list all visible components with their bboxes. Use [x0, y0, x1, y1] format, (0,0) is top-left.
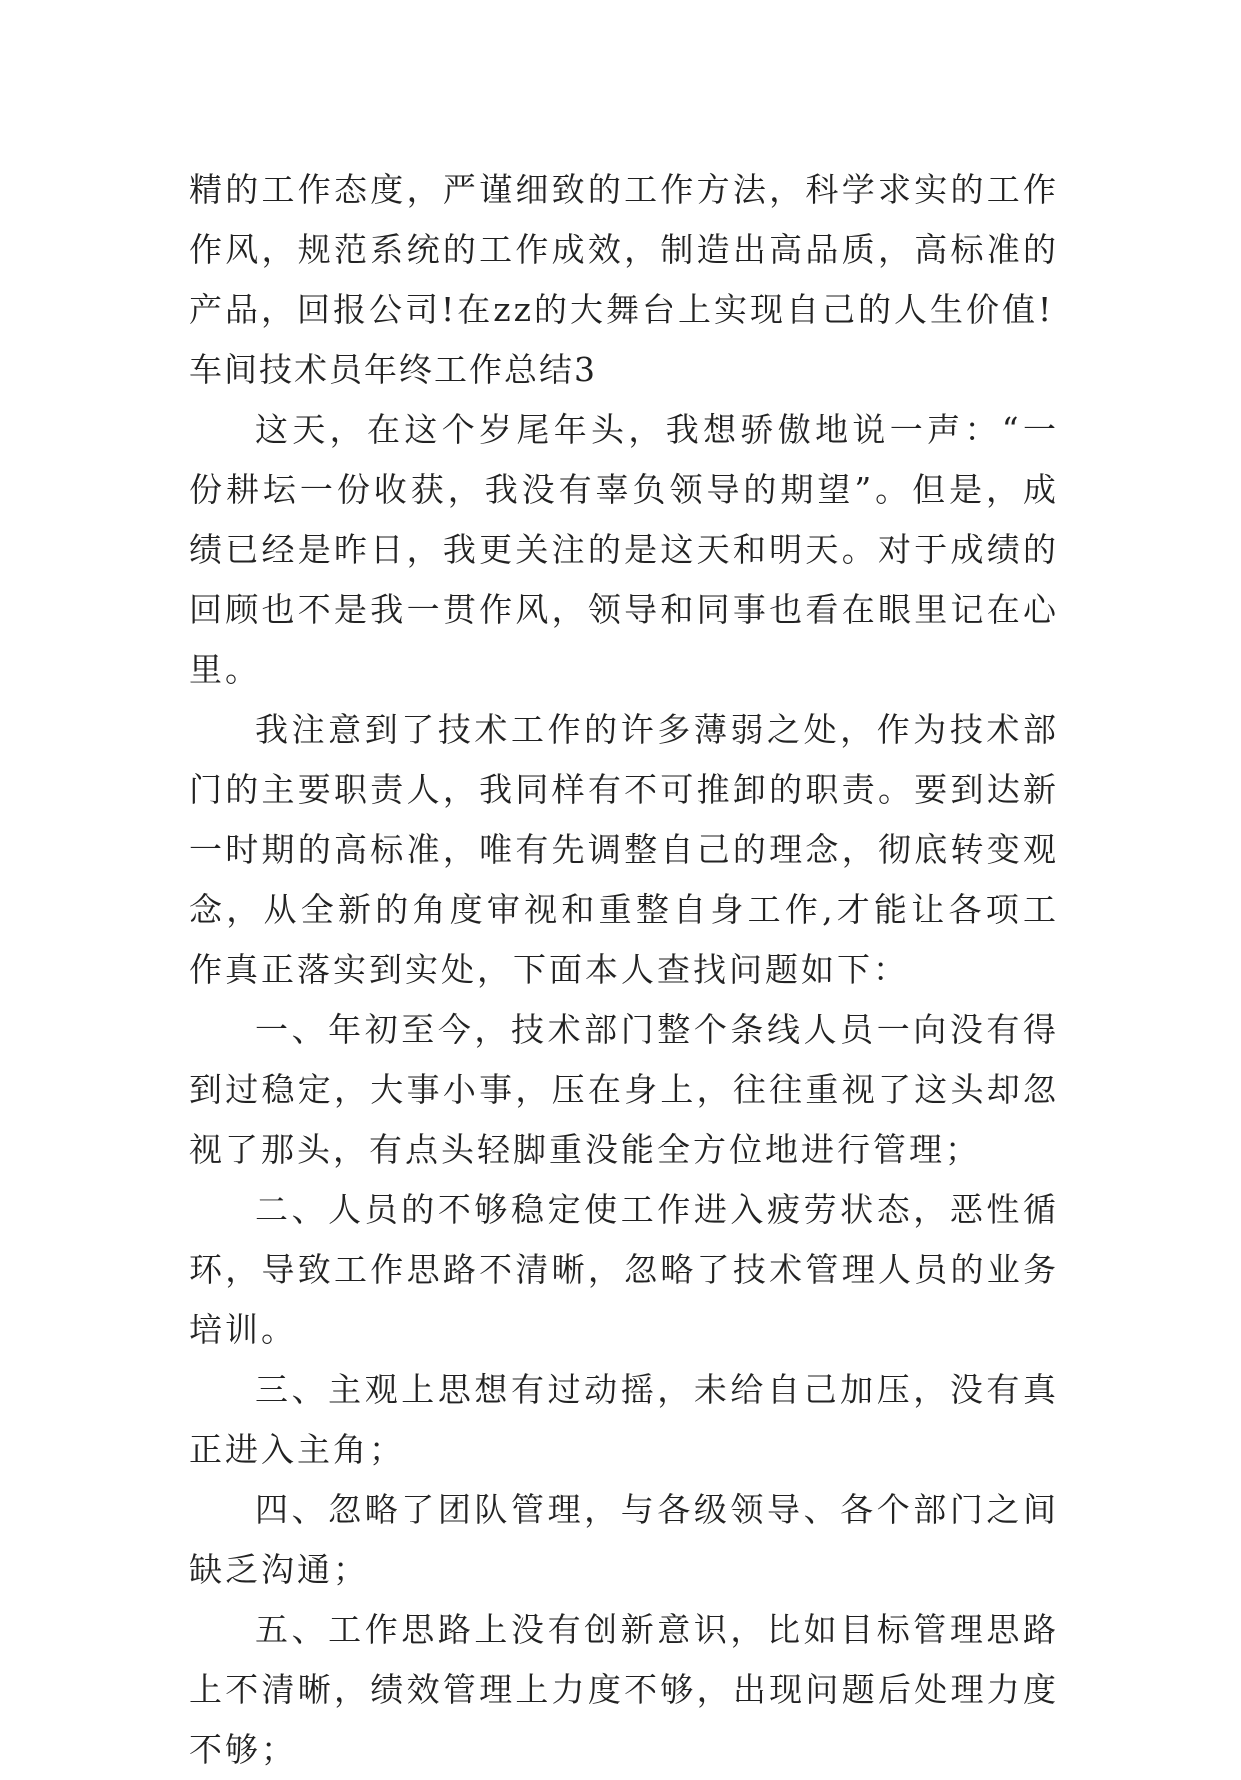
list-item-5: 五、工作思路上没有创新意识，比如目标管理思路上不清晰，绩效管理上力度不够，出现问题后处理力度不够； [189, 1610, 1059, 1769]
section-heading: 车间技术员年终工作总结3 [189, 350, 597, 389]
paragraph-weakness: 我注意到了技术工作的许多薄弱之处，作为技术部门的主要职责人，我同样有不可推卸的职责。要到达新一时期的高标准，唯有先调整自己的理念，彻底转变观念，从全新的角度审视和重整自身工作,才能让各项工作真正落实到实处，下面本人查找问题如下： [189, 710, 1059, 989]
document-body [189, 160, 1059, 1780]
list-item-2: 二、人员的不够稳定使工作进入疲劳状态，恶性循环，导致工作思路不清晰，忽略了技术管理人员的业务培训。 [189, 1190, 1059, 1349]
paragraph-continuation: 精的工作态度，严谨细致的工作方法，科学求实的工作作风，规范系统的工作成效，制造出高品质，高标准的产品，回报公司!在zz的大舞台上实现自己的人生价值! [189, 170, 1059, 329]
list-item-3: 三、主观上思想有过动摇，未给自己加压，没有真正进入主角； [189, 1370, 1059, 1469]
list-item-1: 一、年初至今，技术部门整个条线人员一向没有得到过稳定，大事小事，压在身上，往往重视了这头却忽视了那头，有点头轻脚重没能全方位地进行管理； [189, 1010, 1059, 1169]
paragraph-intro: 这天，在这个岁尾年头，我想骄傲地说一声：“一份耕坛一份收获，我没有辜负领导的期望”。但是，成绩已经是昨日，我更关注的是这天和明天。对于成绩的回顾也不是我一贯作风，领导和同事也看在眼里记在心里。 [189, 410, 1059, 689]
list-item-4: 四、忽略了团队管理，与各级领导、各个部门之间缺乏沟通； [189, 1490, 1059, 1589]
